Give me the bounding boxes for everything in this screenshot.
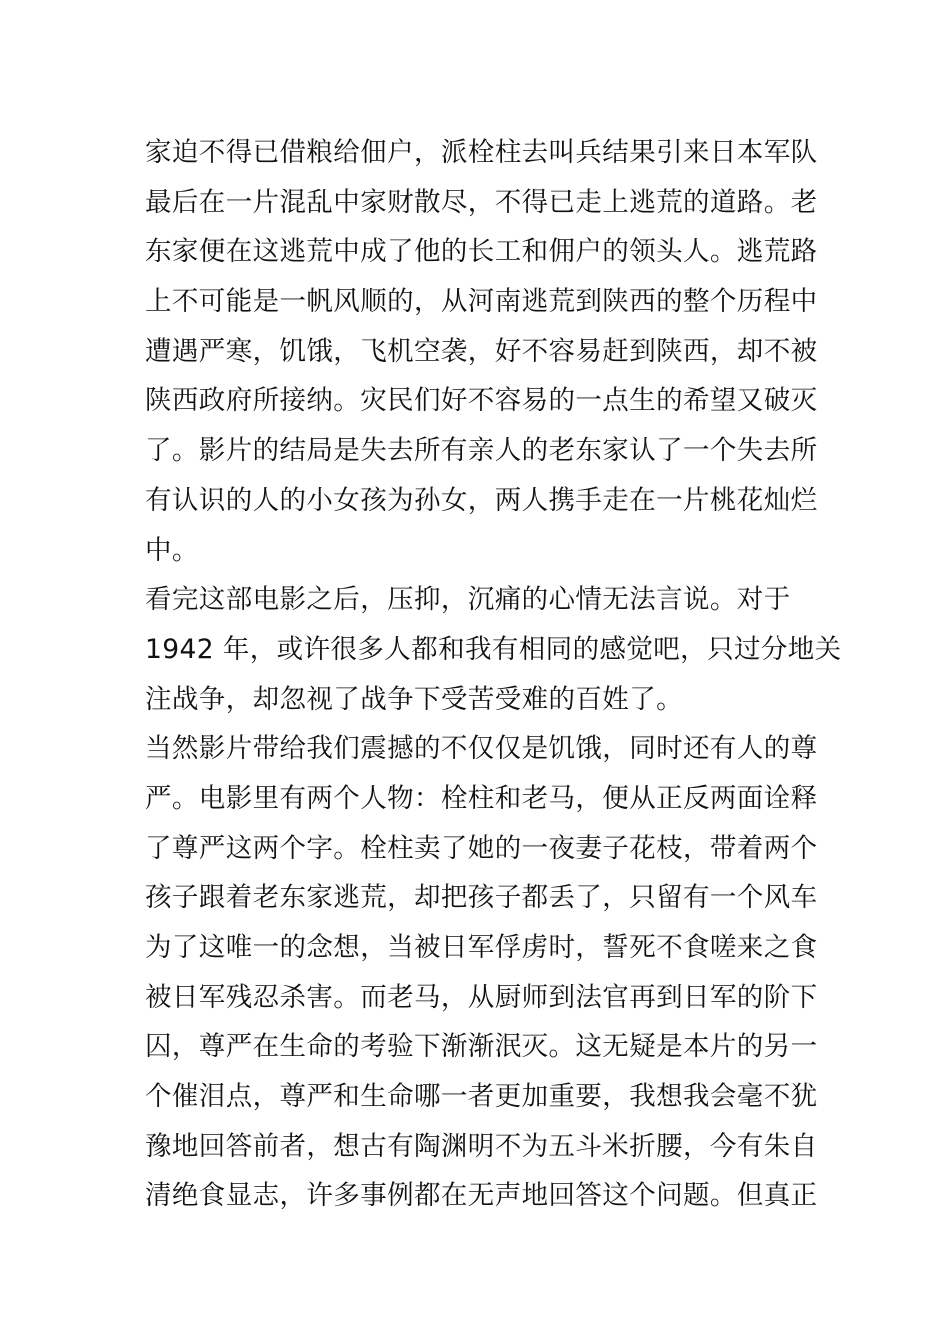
text-line: 上不可能是一帆风顺的，从河南逃荒到陕西的整个历程中 — [145, 286, 818, 318]
text-line: 囚，尊严在生命的考验下渐渐泯灭。这无疑是本片的另一 — [145, 1031, 818, 1063]
text-line: 最后在一片混乱中家财散尽，不得已走上逃荒的道路。老 — [145, 186, 818, 218]
text-line: 了尊严这两个字。栓柱卖了她的一夜妻子花枝，带着两个 — [145, 832, 818, 864]
text-line: 东家便在这逃荒中成了他的长工和佣户的领头人。逃荒路 — [145, 236, 818, 268]
text-line: 豫地回答前者，想古有陶渊明不为五斗米折腰，今有朱自 — [145, 1130, 818, 1162]
text-line: 有认识的人的小女孩为孙女，两人携手走在一片桃花灿烂 — [145, 484, 818, 516]
text-line: 严。电影里有两个人物：栓柱和老马，便从正反两面诠释 — [145, 782, 818, 814]
text-line: 看完这部电影之后，压抑，沉痛的心情无法言说。对于 — [145, 584, 791, 616]
text-line: 家迫不得已借粮给佃户，派栓柱去叫兵结果引来日本军队 — [145, 137, 818, 168]
text-line: 遭遇严寒，饥饿，飞机空袭，好不容易赶到陕西，却不被 — [145, 335, 818, 367]
text-line: 陕西政府所接纳。灾民们好不容易的一点生的希望又破灭 — [145, 385, 818, 417]
text-line: 被日军残忍杀害。而老马，从厨师到法官再到日军的阶下 — [145, 981, 818, 1013]
text-line: 为了这唯一的念想，当被日军俘虏时，誓死不食嗟来之食 — [145, 932, 818, 963]
text-line: 当然影片带给我们震撼的不仅仅是饥饿，同时还有人的尊 — [145, 733, 818, 765]
text-line: 中。 — [145, 534, 199, 566]
text-line: 注战争，却忽视了战争下受苦受难的百姓了。 — [145, 683, 683, 715]
text-line: 个催泪点，尊严和生命哪一者更加重要，我想我会毫不犹 — [145, 1081, 818, 1113]
text-line: 孩子跟着老东家逃荒，却把孩子都丢了，只留有一个风车 — [145, 882, 818, 914]
text-line: 1942 年，或许很多人都和我有相同的感觉吧，只过分地关 — [145, 633, 842, 665]
text-line: 清绝食显志，许多事例都在无声地回答这个问题。但真正 — [145, 1180, 818, 1212]
body-text — [145, 128, 842, 1221]
text-line: 了。影片的结局是失去所有亲人的老东家认了一个失去所 — [145, 435, 818, 467]
